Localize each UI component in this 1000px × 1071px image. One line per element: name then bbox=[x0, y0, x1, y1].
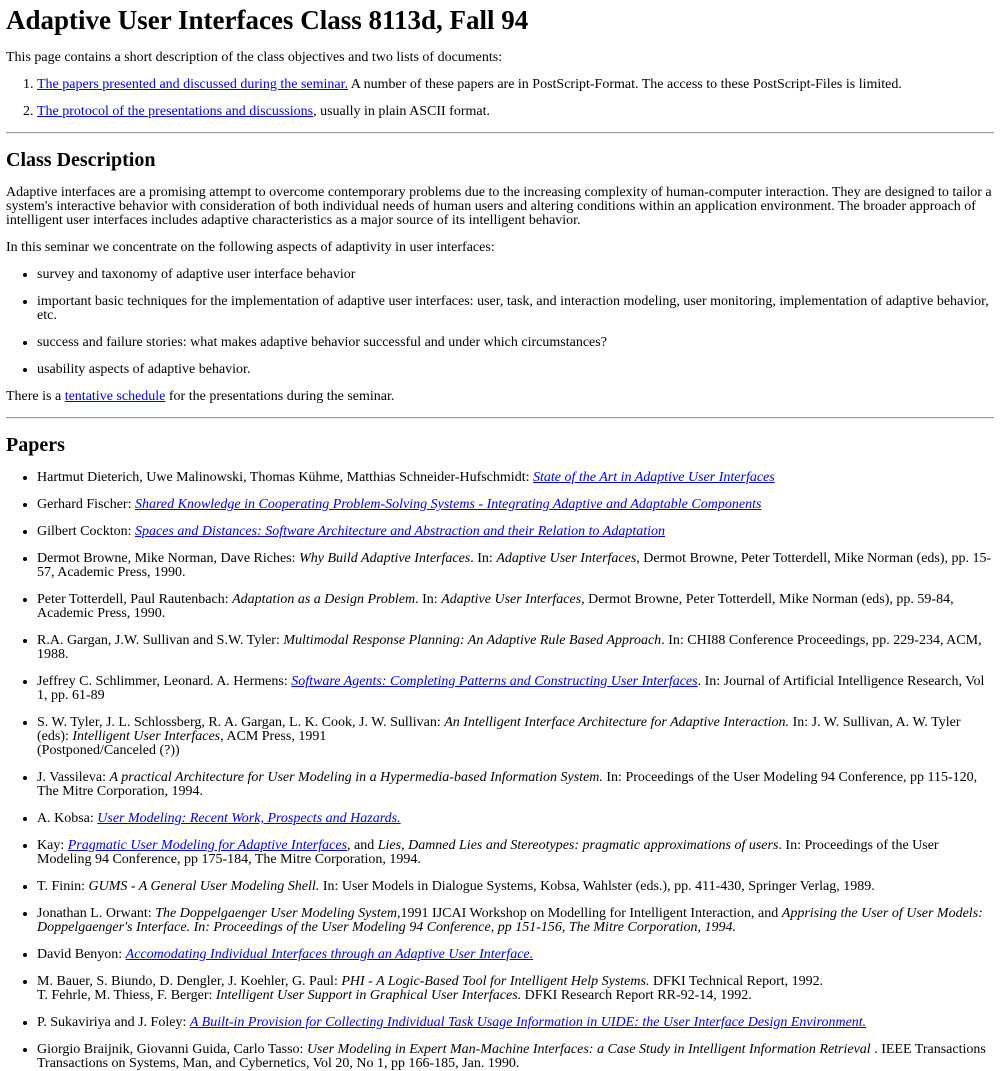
paper-text: Gilbert Cockton: bbox=[37, 524, 135, 539]
paper-item bbox=[37, 716, 994, 758]
paper-item bbox=[37, 498, 994, 512]
paper-text: (Postponed/Canceled (?)) bbox=[37, 743, 180, 758]
paper-title: The Doppelgaenger User Modeling System, bbox=[155, 906, 401, 921]
divider bbox=[6, 132, 994, 134]
paper-title: PHI - A Logic-Based Tool for Intelligent Help Systems. bbox=[341, 974, 650, 989]
aspects-intro: In this seminar we concentrate on the following aspects of adaptivity in user interfaces: bbox=[6, 240, 495, 255]
paper-text: , Dermot Browne, Peter Totterdell, Mike Norman (eds), pp. 59-84, Academic Press, 1990. bbox=[37, 592, 954, 621]
list-item-text: A number of these papers are in PostScript-Format. The access to these PostScript-Files is limited. bbox=[348, 77, 902, 92]
paper-text: J. Vassileva: bbox=[37, 770, 110, 785]
paper-item bbox=[37, 593, 994, 621]
paper-item bbox=[37, 525, 994, 539]
paper-text: . IEEE Transactions Transactions on Systems, Man, and Cybernetics, Vol 20, No 1, pp 166-185, Jan. 1990. bbox=[37, 1042, 986, 1071]
schedule-pre: There is a bbox=[6, 389, 65, 404]
papers-list bbox=[6, 471, 994, 1071]
paper-title: Adaptive User Interfaces bbox=[441, 592, 582, 607]
paper-link[interactable]: A Built-in Provision for Collecting Individual Task Usage Information in UIDE: the User Interface Design Environment. bbox=[189, 1015, 867, 1030]
paper-link[interactable]: Shared Knowledge in Cooperating Problem-Solving Systems - Integrating Adaptive and Adaptable Components bbox=[134, 497, 762, 512]
paper-title: Why Build Adaptive Interfaces bbox=[299, 551, 471, 566]
paper-item bbox=[37, 471, 994, 485]
class-description-heading: Class Description bbox=[6, 149, 156, 171]
tentative-schedule-link[interactable]: tentative schedule bbox=[64, 389, 166, 404]
paper-link[interactable]: State of the Art in Adaptive User Interfaces bbox=[532, 470, 775, 485]
paper-item bbox=[37, 552, 994, 580]
paper-title: A practical Architecture for User Modeling in a Hypermedia-based Information System. bbox=[109, 770, 603, 785]
paper-text: . In: Journal of Artificial Intelligence Research, Vol 1, pp. 61-89 bbox=[37, 674, 985, 703]
paper-text: , ACM Press, 1991 bbox=[220, 729, 327, 744]
paper-text: Kay: bbox=[37, 838, 68, 853]
paper-text: DFKI Technical Report, 1992. bbox=[649, 974, 824, 989]
list-item-text: , usually in plain ASCII format. bbox=[313, 104, 490, 119]
paper-link[interactable]: Spaces and Distances: Software Architecture and Abstraction and their Relation to Adaptation bbox=[135, 524, 666, 539]
paper-item bbox=[37, 839, 994, 867]
paper-text: Gerhard Fischer: bbox=[37, 497, 135, 512]
paper-item bbox=[37, 1043, 994, 1071]
paper-text: , Dermot Browne, Peter Totterdell, Mike Norman (eds), pp. 15-57, Academic Press, 1990. bbox=[37, 551, 992, 580]
paper-text: DFKI Research Report RR-92-14, 1992. bbox=[521, 988, 752, 1003]
paper-title: Adaptation as a Design Problem bbox=[232, 592, 416, 607]
class-description-paragraph: Adaptive interfaces are a promising attempt to overcome contemporary problems due to the increasing complexity of human-computer interaction. They are designed to tailor a system's interactive behavior with consideration of both individual needs of human users and altering conditions within an application environment. The broader approach of intelligent user interfaces includes adaptive characteristics as a major source of its intelligent behavior. bbox=[6, 185, 992, 228]
paper-title: Apprising the User of User Models: Doppelgaenger's Interface. In: Proceedings of the User Modeling 94 Conference, pp 151-156, The Mitre Corporation, 1994. bbox=[37, 906, 983, 935]
paper-item bbox=[37, 880, 994, 894]
paper-text: In: Proceedings of the User Modeling 94 Conference, pp 115-120, The Mitre Corporation, 1994. bbox=[37, 770, 978, 799]
paper-text: A. Kobsa: bbox=[37, 811, 98, 826]
list-item bbox=[37, 105, 994, 119]
paper-text: Jeffrey C. Schlimmer, Leonard. A. Hermens: bbox=[37, 674, 292, 689]
paper-item bbox=[37, 812, 994, 826]
list-item: • usability aspects of adaptive behavior. bbox=[37, 363, 994, 377]
schedule-text bbox=[6, 390, 994, 404]
paper-link[interactable]: Pragmatic User Modeling for Adaptive Interfaces bbox=[67, 838, 348, 853]
paper-text: P. Sukaviriya and J. Foley: bbox=[37, 1015, 190, 1030]
papers-link[interactable]: The papers presented and discussed during the seminar. bbox=[37, 77, 349, 92]
paper-text: Jonathan L. Orwant: bbox=[37, 906, 156, 921]
paper-text: S. W. Tyler, J. L. Schlossberg, R. A. Gargan, L. K. Cook, J. W. Sullivan: bbox=[37, 715, 445, 730]
paper-title: Adaptive User Interfaces bbox=[496, 551, 637, 566]
paper-text: . In: bbox=[470, 551, 497, 566]
paper-text: . In: Proceedings of the User Modeling 94 Conference, pp 175-184, The Mitre Corporation, 1994. bbox=[37, 838, 939, 867]
list-item bbox=[37, 78, 994, 92]
paper-text: T. Fehrle, M. Thiess, F. Berger: bbox=[37, 988, 216, 1003]
paper-title: User Modeling in Expert Man-Machine Interfaces: a Case Study in Intelligent Information Retrieval bbox=[306, 1042, 871, 1057]
paper-text: In: User Models in Dialogue Systems, Kobsa, Wahlster (eds.), pp. 411-430, Springer Verlag, 1989. bbox=[319, 879, 875, 894]
paper-text: In: J. W. Sullivan, A. W. Tyler (eds): bbox=[37, 715, 961, 744]
paper-link[interactable]: Software Agents: Completing Patterns and Constructing User Interfaces bbox=[291, 674, 698, 689]
paper-item bbox=[37, 975, 994, 1003]
paper-text: , and bbox=[347, 838, 378, 853]
paper-title: Multimodal Response Planning: An Adaptive Rule Based Approach bbox=[283, 633, 662, 648]
schedule-post: for the presentations during the seminar. bbox=[165, 389, 395, 404]
page-title: Adaptive User Interfaces Class 8113d, Fall 94 bbox=[6, 5, 529, 35]
paper-text: T. Finin: bbox=[37, 879, 89, 894]
paper-item bbox=[37, 634, 994, 662]
paper-title: Intelligent User Support in Graphical User Interfaces. bbox=[215, 988, 522, 1003]
paper-text: David Benyon: bbox=[37, 947, 126, 962]
paper-title: An Intelligent Interface Architecture for Adaptive Interaction. bbox=[444, 715, 790, 730]
paper-text: 1991 IJCAI Workshop on Modelling for Intelligent Interaction, and bbox=[400, 906, 782, 921]
paper-link[interactable]: User Modeling: Recent Work, Prospects and Hazards. bbox=[97, 811, 401, 826]
paper-item bbox=[37, 771, 994, 799]
paper-item bbox=[37, 907, 994, 935]
paper-item bbox=[37, 675, 994, 703]
paper-title: Lies, Damned Lies and Stereotypes: pragmatic approximations of users bbox=[377, 838, 779, 853]
aspects-list bbox=[6, 268, 994, 377]
divider bbox=[6, 417, 994, 419]
paper-text: Giorgio Braijnik, Giovanni Guida, Carlo Tasso: bbox=[37, 1042, 307, 1057]
list-item: • survey and taxonomy of adaptive user interface behavior bbox=[37, 268, 994, 282]
paper-text: Dermot Browne, Mike Norman, Dave Riches: bbox=[37, 551, 300, 566]
paper-text: . In: bbox=[415, 592, 442, 607]
list-item: • important basic techniques for the implementation of adaptive user interfaces: user, task, and interaction modeling, user monitoring, implementation of adaptive behavior, etc. bbox=[37, 295, 994, 323]
paper-item bbox=[37, 1016, 994, 1030]
paper-title: Intelligent User Interfaces bbox=[72, 729, 221, 744]
paper-text: Hartmut Dieterich, Uwe Malinowski, Thomas Kühme, Matthias Schneider-Hufschmidt: bbox=[37, 470, 533, 485]
protocol-link[interactable]: The protocol of the presentations and discussions bbox=[37, 104, 314, 119]
paper-text: . In: CHI88 Conference Proceedings, pp. 229-234, ACM, 1988. bbox=[37, 633, 982, 662]
paper-title: GUMS - A General User Modeling Shell. bbox=[88, 879, 320, 894]
paper-item bbox=[37, 948, 994, 962]
objectives-list bbox=[6, 78, 994, 119]
papers-heading: Papers bbox=[6, 434, 65, 456]
paper-text: Peter Totterdell, Paul Rautenbach: bbox=[37, 592, 233, 607]
paper-text: M. Bauer, S. Biundo, D. Dengler, J. Koehler, G. Paul: bbox=[37, 974, 342, 989]
paper-link[interactable]: Accomodating Individual Interfaces through an Adaptive User Interface. bbox=[125, 947, 534, 962]
paper-text: R.A. Gargan, J.W. Sullivan and S.W. Tyler: bbox=[37, 633, 284, 648]
list-item: • success and failure stories: what makes adaptive behavior successful and under which circumstances? bbox=[37, 336, 994, 350]
intro-text: This page contains a short description of the class objectives and two lists of documents: bbox=[6, 50, 503, 65]
